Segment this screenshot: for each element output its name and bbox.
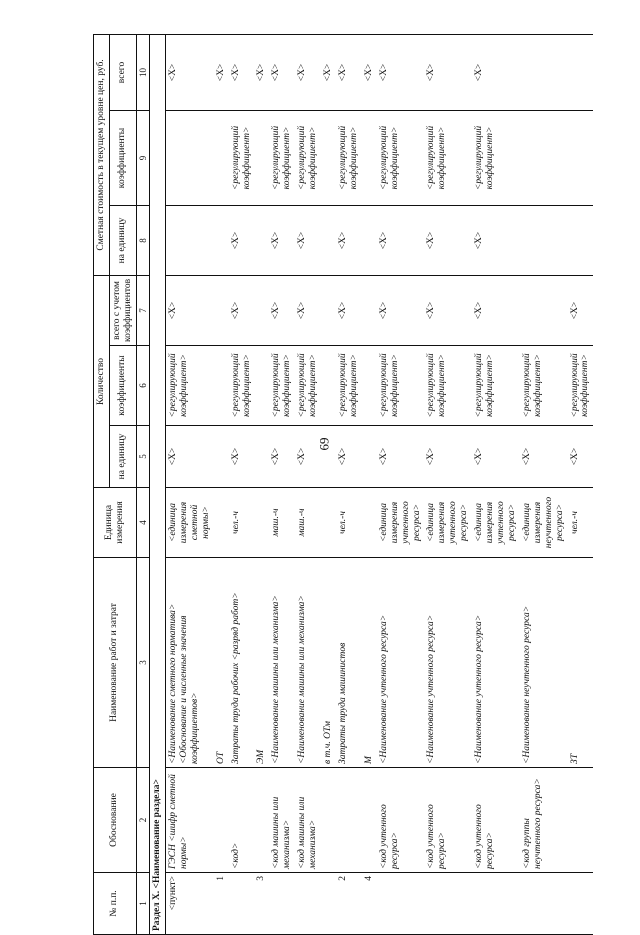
row-qty-coef: <регулирующий коэффициент> (472, 346, 520, 426)
row-number: 1 (214, 873, 229, 935)
row-qty-coef (254, 346, 269, 426)
column-number: 7 (136, 276, 149, 346)
row-cost-coef (362, 111, 377, 206)
row-unit: <единица измерения неучтенного ресурса> (520, 488, 568, 558)
table-row (269, 34, 295, 934)
row-cost-coef: <регулирующий коэффициент> (336, 111, 362, 206)
row-qty-total (321, 276, 336, 346)
row-qty-total: <X> (472, 276, 520, 346)
row-qty-per-unit (214, 426, 229, 488)
row-cost-per-unit: <X> (269, 206, 295, 276)
row-qty-per-unit: <X> (568, 426, 594, 488)
table-row (424, 34, 472, 934)
row-cost-coef (568, 111, 594, 206)
row-unit: <единица измерения сметной нормы> (166, 488, 214, 558)
table-row (254, 34, 269, 934)
row-number: 2 (336, 873, 362, 935)
row-name: ЗТ (568, 558, 594, 768)
col-cost-header: Сметная стоимость в текущем уровне цен, руб. (94, 34, 110, 275)
row-qty-per-unit (254, 426, 269, 488)
col-cost-coef-header: коэффициенты (109, 111, 136, 206)
row-qty-per-unit: <X> (166, 426, 214, 488)
row-name: Затраты труда машинистов (336, 558, 362, 768)
row-qty-per-unit: <X> (377, 426, 425, 488)
row-unit: маш.-ч (269, 488, 295, 558)
row-qty-per-unit: <X> (269, 426, 295, 488)
row-basis: <код учтенного ресурса> (472, 768, 520, 873)
row-qty-total: <X> (568, 276, 594, 346)
row-cost-coef (254, 111, 269, 206)
row-qty-coef: <регулирующий коэффициент> (377, 346, 425, 426)
row-cost-coef: <регулирующий коэффициент> (295, 111, 321, 206)
row-unit: чел.-ч (568, 488, 594, 558)
row-unit (321, 488, 336, 558)
row-cost-total (568, 34, 594, 110)
row-basis (321, 768, 336, 873)
row-qty-total: <X> (336, 276, 362, 346)
row-name: <Наименование учтенного ресурса> (377, 558, 425, 768)
row-qty-coef (321, 346, 336, 426)
row-basis (214, 768, 229, 873)
row-basis: ГЭСН <шифр сметной нормы> (166, 768, 214, 873)
row-qty-total: <X> (295, 276, 321, 346)
col-name-header: Наименование работ и затрат (94, 558, 137, 768)
row-cost-per-unit: <X> (229, 206, 255, 276)
estimate-sheet (93, 35, 613, 935)
row-qty-coef: <регулирующий коэффициент> (166, 346, 214, 426)
row-name: Затраты труда рабочих <разряд работ> (229, 558, 255, 768)
table-row (166, 34, 214, 934)
row-qty-coef: <регулирующий коэффициент> (295, 346, 321, 426)
row-qty-coef: <регулирующий коэффициент> (229, 346, 255, 426)
row-qty-per-unit (321, 426, 336, 488)
column-number: 10 (136, 34, 149, 110)
row-name: <Наименование машины или механизма> (295, 558, 321, 768)
row-cost-total: <X> (424, 34, 472, 110)
column-number: 5 (136, 426, 149, 488)
row-cost-coef (520, 111, 568, 206)
col-qty-total-header: всего с учетом коэффициентов (109, 276, 136, 346)
row-qty-per-unit: <X> (229, 426, 255, 488)
row-unit: <единица измерения учтенного ресурса> (472, 488, 520, 558)
col-unit-header: Единица измерения (94, 488, 137, 558)
row-cost-total: <X> (377, 34, 425, 110)
row-cost-per-unit (254, 206, 269, 276)
row-qty-coef: <регулирующий коэффициент> (424, 346, 472, 426)
column-numbers-row (136, 34, 149, 934)
row-basis: <код группы неучтенного ресурса> (520, 768, 568, 873)
row-number (269, 873, 295, 935)
row-cost-total: <X> (362, 34, 377, 110)
table-row (214, 34, 229, 934)
row-unit: <единица измерения учтенного ресурса> (377, 488, 425, 558)
row-qty-total (362, 276, 377, 346)
table-row (520, 34, 568, 934)
row-cost-per-unit: <X> (295, 206, 321, 276)
row-qty-coef (362, 346, 377, 426)
row-number: <пункт> (166, 873, 214, 935)
header-row-1 (94, 34, 110, 934)
row-unit (214, 488, 229, 558)
column-number: 9 (136, 111, 149, 206)
row-cost-total: <X> (321, 34, 336, 110)
row-qty-coef: <регулирующий коэффициент> (269, 346, 295, 426)
row-unit: маш.-ч (295, 488, 321, 558)
row-cost-total: <X> (336, 34, 362, 110)
row-cost-per-unit: <X> (377, 206, 425, 276)
row-qty-total: <X> (424, 276, 472, 346)
row-cost-per-unit: <X> (424, 206, 472, 276)
row-qty-per-unit (362, 426, 377, 488)
row-qty-total: <X> (377, 276, 425, 346)
row-qty-per-unit: <X> (295, 426, 321, 488)
row-cost-total (520, 34, 568, 110)
row-basis (254, 768, 269, 873)
row-qty-total (254, 276, 269, 346)
column-number: 1 (136, 873, 149, 935)
column-number: 3 (136, 558, 149, 768)
col-cost-total-header: всего (109, 34, 136, 110)
row-name: ЭМ (254, 558, 269, 768)
row-qty-total (214, 276, 229, 346)
row-cost-per-unit: <X> (472, 206, 520, 276)
row-basis: <код учтенного ресурса> (377, 768, 425, 873)
row-basis: <код> (229, 768, 255, 873)
row-cost-per-unit: <X> (336, 206, 362, 276)
row-cost-total: <X> (229, 34, 255, 110)
row-qty-coef: <регулирующий коэффициент> (568, 346, 594, 426)
row-unit (254, 488, 269, 558)
row-qty-coef: <регулирующий коэффициент> (520, 346, 568, 426)
row-cost-total: <X> (214, 34, 229, 110)
row-name: <Наименование учтенного ресурса> (472, 558, 520, 768)
row-name: <Наименование машины или механизма> (269, 558, 295, 768)
table-row (229, 34, 255, 934)
row-number (321, 873, 336, 935)
page-number: 69 (316, 437, 332, 451)
row-qty-total: <X> (269, 276, 295, 346)
table-row (472, 34, 520, 934)
row-cost-coef: <регулирующий коэффициент> (269, 111, 295, 206)
row-name: ОТ (214, 558, 229, 768)
col-qty-per-unit-header: на единицу (109, 426, 136, 488)
estimate-table (93, 34, 593, 935)
row-name: в т.ч. ОТм (321, 558, 336, 768)
row-number (424, 873, 472, 935)
table-row (377, 34, 425, 934)
row-number: 3 (254, 873, 269, 935)
row-name: <Наименование учтенного ресурса> (424, 558, 472, 768)
column-number: 8 (136, 206, 149, 276)
row-cost-per-unit (166, 206, 214, 276)
row-cost-total: <X> (472, 34, 520, 110)
column-number: 6 (136, 346, 149, 426)
row-basis (568, 768, 594, 873)
row-number (520, 873, 568, 935)
section-title: Раздел Х. <Наименование раздела> (150, 34, 166, 934)
row-unit (362, 488, 377, 558)
row-qty-total: <X> (166, 276, 214, 346)
row-basis (336, 768, 362, 873)
row-number: 4 (362, 873, 377, 935)
row-cost-total: <X> (295, 34, 321, 110)
row-qty-total (520, 276, 568, 346)
row-qty-per-unit: <X> (336, 426, 362, 488)
row-cost-total: <X> (269, 34, 295, 110)
row-cost-per-unit (214, 206, 229, 276)
column-number: 4 (136, 488, 149, 558)
row-cost-per-unit (321, 206, 336, 276)
column-number: 2 (136, 768, 149, 873)
row-cost-coef: <регулирующий коэффициент> (377, 111, 425, 206)
row-number (229, 873, 255, 935)
row-cost-coef (166, 111, 214, 206)
row-basis (362, 768, 377, 873)
col-basis-header: Обоснование (94, 768, 137, 873)
row-unit: чел.-ч (336, 488, 362, 558)
row-qty-per-unit: <X> (520, 426, 568, 488)
row-qty-coef (214, 346, 229, 426)
row-cost-per-unit (362, 206, 377, 276)
row-basis: <код машины или механизма> (295, 768, 321, 873)
row-qty-per-unit: <X> (472, 426, 520, 488)
col-qty-header: Количество (94, 276, 110, 488)
table-row (568, 34, 594, 934)
table-row (321, 34, 336, 934)
row-basis: <код машины или механизма> (269, 768, 295, 873)
row-name: <Наименование неучтенного ресурса> (520, 558, 568, 768)
row-name: <Наименование сметного норматива> <Обоснование и численные значения коэффициентов> (166, 558, 214, 768)
row-cost-per-unit (568, 206, 594, 276)
col-qty-coef-header: коэффициенты (109, 346, 136, 426)
row-cost-total: <X> (254, 34, 269, 110)
row-unit: <единица измерения учтенного ресурса> (424, 488, 472, 558)
row-cost-per-unit (520, 206, 568, 276)
row-cost-coef: <регулирующий коэффициент> (424, 111, 472, 206)
row-cost-coef: <регулирующий коэффициент> (472, 111, 520, 206)
row-qty-coef: <регулирующий коэффициент> (336, 346, 362, 426)
table-row (295, 34, 321, 934)
row-cost-coef (214, 111, 229, 206)
row-cost-total: <X> (166, 34, 214, 110)
row-unit: чел.-ч (229, 488, 255, 558)
section-title-row (150, 34, 166, 934)
row-qty-per-unit: <X> (424, 426, 472, 488)
row-number (568, 873, 594, 935)
row-number (472, 873, 520, 935)
table-row (362, 34, 377, 934)
col-num-header: № п.п. (94, 873, 137, 935)
col-cost-per-unit-header: на единицу (109, 206, 136, 276)
row-qty-total: <X> (229, 276, 255, 346)
row-number (377, 873, 425, 935)
row-cost-coef: <регулирующий коэффициент> (229, 111, 255, 206)
row-number (295, 873, 321, 935)
row-cost-coef (321, 111, 336, 206)
row-basis: <код учтенного ресурса> (424, 768, 472, 873)
row-name: М (362, 558, 377, 768)
table-row (336, 34, 362, 934)
